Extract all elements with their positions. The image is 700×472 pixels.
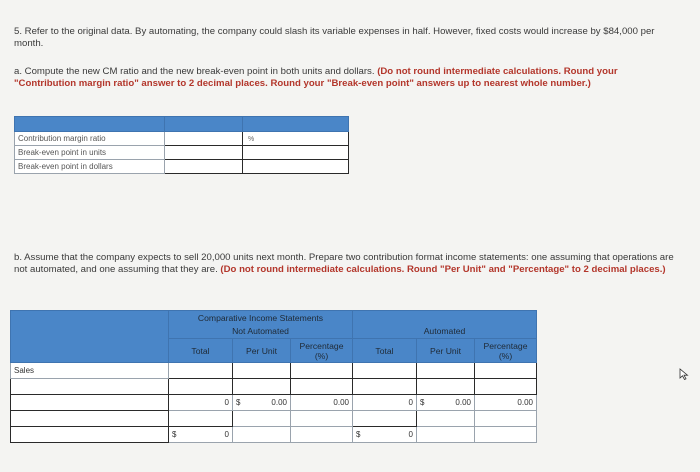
na-net-total-value: 0	[224, 430, 229, 439]
col-percentage: Percentage (%)	[475, 339, 537, 363]
table-row	[15, 160, 349, 174]
col-per-unit: Per Unit	[417, 339, 475, 363]
na-total-value: 0	[169, 395, 233, 411]
a-total-value: 0	[353, 395, 417, 411]
col-per-unit: Per Unit	[233, 339, 291, 363]
na-pct-value: 0.00	[291, 395, 353, 411]
na-unit-value: 0.00	[271, 398, 287, 407]
currency-sign: $	[236, 398, 241, 407]
cell-input[interactable]	[475, 379, 537, 395]
table-row-cm	[11, 395, 537, 411]
sales-a-unit-input[interactable]	[417, 363, 475, 379]
a-pct-value: 0.00	[475, 395, 537, 411]
bep-dollars-input[interactable]	[165, 160, 243, 174]
cell-input[interactable]	[291, 379, 353, 395]
cell-input[interactable]	[169, 411, 233, 427]
cell-input[interactable]	[353, 411, 417, 427]
table-row-sales	[11, 363, 537, 379]
table-row	[11, 379, 537, 395]
part-a-header-row	[15, 117, 349, 132]
part-b-instruction: (Do not round intermediate calculations. Round "Per Unit" and "Percentage" to 2 decimal places.)	[220, 264, 666, 275]
group-automated: Automated	[353, 325, 537, 339]
bep-dollars-input-2[interactable]	[243, 160, 349, 174]
percent-sign: %	[248, 136, 255, 143]
sales-na-pct-input[interactable]	[291, 363, 353, 379]
table-row	[15, 132, 349, 146]
row-label-input[interactable]	[11, 395, 169, 411]
header-row-title	[11, 311, 537, 325]
currency-sign: $	[172, 430, 177, 439]
row-label-input[interactable]	[11, 427, 169, 443]
col-percentage: Percentage (%)	[291, 339, 353, 363]
row-label: Contribution margin ratio	[15, 132, 165, 146]
sales-a-pct-input[interactable]	[475, 363, 537, 379]
currency-sign: $	[420, 398, 425, 407]
part-a-text: a. Compute the new CM ratio and the new break-even point in both units and dollars. (Do not round intermediate calculations. Round your "Contribution margin ratio" answer to 2 decimal places. Round your "Break-even point" answers up to nearest whole number.)	[14, 66, 618, 89]
col-total: Total	[169, 339, 233, 363]
table-row	[15, 146, 349, 160]
part-a-instruction: (Do not round intermediate calculations. Round your "Contribution margin ratio" answer to 2 decimal places. Round your "Break-even point" answers up to nearest whole number.)	[14, 66, 618, 89]
part-b-text: b. Assume that the company expects to sell 20,000 units next month. Prepare two contribution format income statements: one assuming that operations are not automated, and one assuming that they are. (Do not round intermediate calculations. Round "Per Unit" and "Percentage" to 2 decimal places.)	[14, 252, 674, 275]
table-title: Comparative Income Statements	[169, 311, 353, 325]
row-label: Break-even point in units	[15, 146, 165, 160]
cell-input[interactable]	[169, 379, 233, 395]
cm-ratio-input[interactable]	[165, 132, 243, 146]
cell-input[interactable]	[233, 379, 291, 395]
table-row-net	[11, 427, 537, 443]
income-statement-table	[10, 310, 537, 443]
sales-na-total-input[interactable]	[169, 363, 233, 379]
cursor-icon	[679, 368, 689, 380]
row-label-input[interactable]	[11, 379, 169, 395]
bep-units-input[interactable]	[165, 146, 243, 160]
currency-sign: $	[356, 430, 361, 439]
cell-input[interactable]	[417, 379, 475, 395]
cell-input[interactable]	[353, 379, 417, 395]
row-label: Break-even point in dollars	[15, 160, 165, 174]
sales-a-total-input[interactable]	[353, 363, 417, 379]
table-row	[11, 411, 537, 427]
a-unit-value: 0.00	[455, 398, 471, 407]
row-label-input[interactable]	[11, 411, 169, 427]
bep-units-input-2[interactable]	[243, 146, 349, 160]
part-a-table	[14, 116, 349, 174]
col-total: Total	[353, 339, 417, 363]
sales-na-unit-input[interactable]	[233, 363, 291, 379]
row-label-sales: Sales	[11, 363, 169, 379]
question-5-text: 5. Refer to the original data. By automating, the company could slash its variable expenses in half. However, fixed costs would increase by $84,000 per month.	[14, 26, 655, 49]
group-not-automated: Not Automated	[169, 325, 353, 339]
a-net-total-value: 0	[408, 430, 413, 439]
